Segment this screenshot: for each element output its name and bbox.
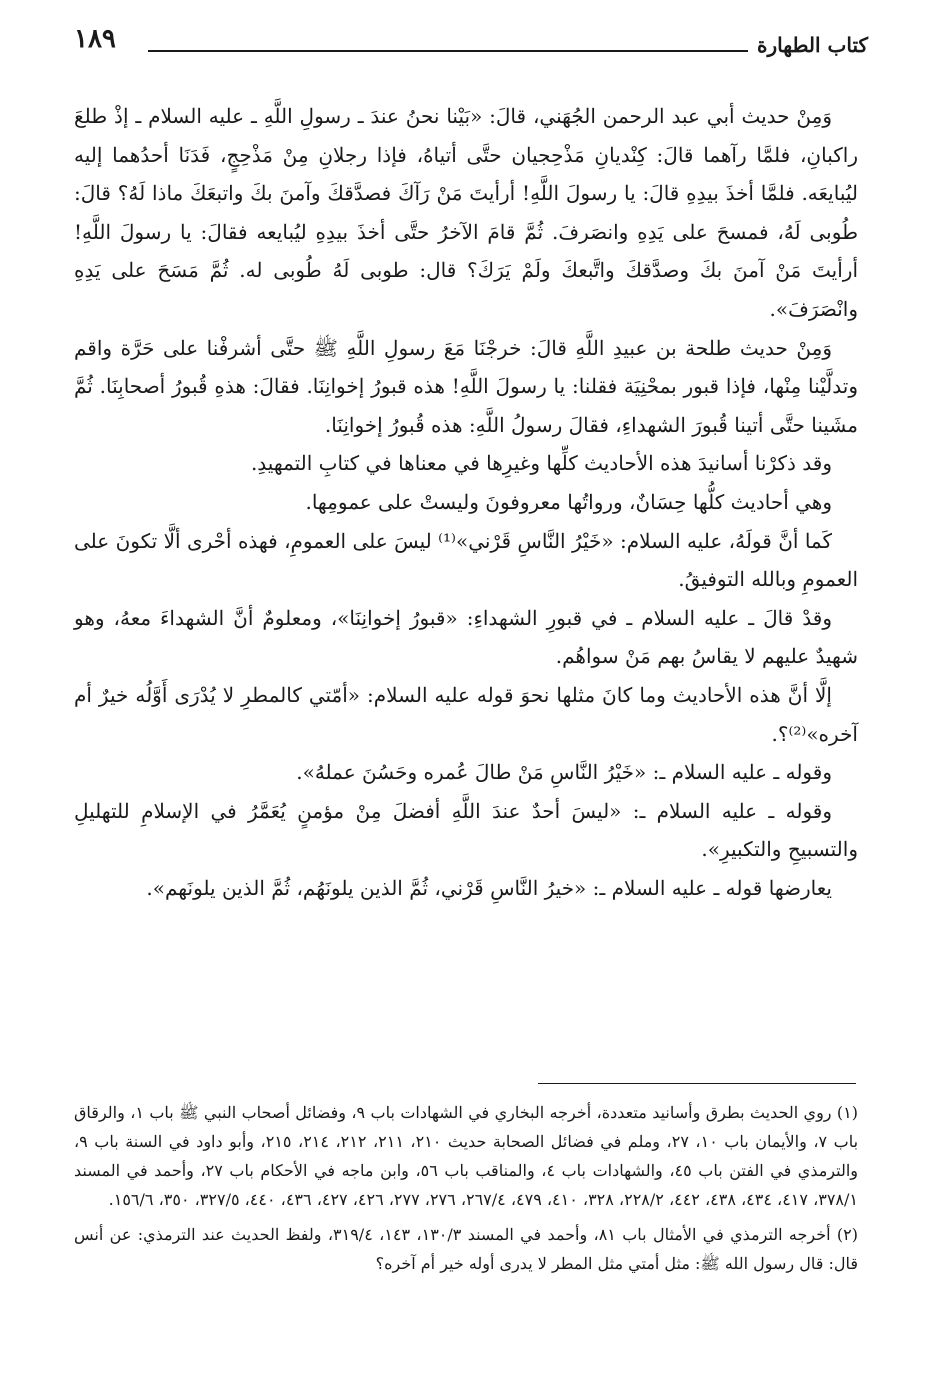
running-head-title: كتاب الطهارة <box>757 33 868 57</box>
paragraph: وقد ذكرْنا أسانيدَ هذه الأحاديث كلِّها وغيرِها في معناها في كتابِ التمهيدِ. <box>250 451 832 476</box>
paragraph: وَمِنْ حديث أبي عبد الرحمن الجُهَني، قالَ: «بَيْنا نحنُ عندَ ـ رسولِ اللَّهِ ـ عليه السلام ـ إذْ طلعَ راكبانِ، فلمَّا رآهما قالَ: كِنْديانِ مَذْحِجيان حتَّى أتياهُ، فإذا رجلانِ مِنْ مَذْحِجٍ، فَدَنَا أحدُهما إليه ليُبايعَه. فلمَّا أخذَ بيدِهِ قالَ: يا رسولَ اللَّهِ! أرأيتَ مَنْ رَآكَ فصدَّقكَ وآمنَ بكَ واتبعَكَ ماذا لَهُ؟ قالَ: طُوبى لَهُ، فمسحَ على يَدِهِ وانصَرفَ. ثُمَّ قامَ الآخرُ حتَّى أخذَ بيدِهِ ليُبايعه فقالَ: يا رسولَ اللَّهِ! أرأيتَ مَنْ آمنَ بكَ وصدَّقكَ واتَّبعكَ ولَمْ يَرَكَ؟ قال: طوبى لَهُ طُوبى له. ثُمَّ مَسَحَ على يَدِهِ وانْصَرَفَ». <box>74 104 858 321</box>
header-rule <box>148 50 748 52</box>
footnote: (٢) أخرجه الترمذي في الأمثال باب ٨١، وأحمد في المسند ١٣٠/٣، ١٤٣، ٣١٩/٤، ولفظ الحديث عند الترمذي: عن أنس قال: قال رسول الله ﷺ: مثل أمتي مثل المطر لا يدرى أوله خير أم آخره؟ <box>74 1225 858 1273</box>
paragraph: وقدْ قالَ ـ عليه السلام ـ في قبورِ الشهداءِ: «قبورُ إخوانِنَا»، ومعلومٌ أنَّ الشهداءَ معهُ، وهو شهيدٌ عليهم لا يقاسُ بهم مَنْ سواهُم. <box>74 605 858 669</box>
footnote-rule <box>538 1083 856 1084</box>
main-text <box>74 97 858 907</box>
paragraph: كَما أنَّ قولَهُ، عليه السلام: «خَيْرُ النَّاسِ قَرْني»⁽¹⁾ ليسَ على العمومِ، فهذه أحْرى ألَّا تكونَ على العمومِ وبالله التوفيقُ. <box>74 528 858 592</box>
paragraph: وقوله ـ عليه السلام ـ: «خَيْرُ النَّاسِ مَنْ طالَ عُمره وحَسُنَ عملهُ». <box>296 760 832 785</box>
paragraph: وَمِنْ حديث طلحة بن عبيدِ اللَّهِ قالَ: خرجْنَا مَعَ رسولِ اللَّهِ ﷺ حتَّى أشرفْنا على حَرَّة واقم وتدلَّيْنا مِنْها، فإذا قبور بمحْنِيَة فقلنا: يا رسولَ اللَّهِ! هذه قبورُ إخوانِنَا. فقالَ: هذهِ قُبورُ أصحابِنَا. ثُمَّ مشَينا حتَّى أتينا قُبورَ الشهداءِ، فقالَ رسولُ اللَّهِ: هذه قُبورُ إخوانِنَا. <box>74 335 858 437</box>
paragraph: يعارضها قوله ـ عليه السلام ـ: «خيرُ النَّاسِ قَرْني، ثُمَّ الذين يلونَهُم، ثُمَّ الذين يلونَهم». <box>146 875 832 900</box>
footnote: (١) روي الحديث بطرق وأسانيد متعددة، أخرجه البخاري في الشهادات باب ٩، وفضائل أصحاب النبي ﷺ باب ١، والرقاق باب ٧، والأيمان باب ١٠، ٢٧، وملم في فضائل الصحابة حديث ٢١٠، ٢١١، ٢١٢، ٢١٤، ٢١٥، وأبو داود في السنة باب ٩، والترمذي في الفتن باب ٤٥، والشهادات باب ٤، والمناقب باب ٥٦، وابن ماجه في الأحكام باب ٢٧، وأحمد في المسند ٣٧٨/١، ٤١٧، ٤٣٤، ٤٣٨، ٤٤٢، ٢٢٨/٢، ٣٢٨، ٤١٠، ٤٧٩، ٢٦٧/٤، ٢٧٦، ٢٧٧، ٤٢٦، ٤٢٧، ٤٣٦، ٤٤٠، ٣٢٧/٥، ٣٥٠، ١٥٦/٦. <box>74 1103 859 1209</box>
paragraph: وهي أحاديث كلُّها حِسَانٌ، ورواتُها معروفونَ وليستْ على عمومِها. <box>305 489 832 514</box>
paragraph: إلَّا أنَّ هذه الأحاديث وما كانَ مثلها نحوَ قوله عليه السلام: «أمّتي كالمطرِ لا يُدْرَى أَوَّلُه خيرٌ أم آخره»⁽²⁾؟. <box>74 682 858 746</box>
footnotes <box>74 1098 858 1284</box>
paragraph: وقوله ـ عليه السلام ـ: «ليسَ أحدٌ عندَ اللَّهِ أفضلَ مِنْ مؤمنٍ يُعَمَّرُ في الإسلامِ للتهليلِ والتسبيحِ والتكبيرِ». <box>74 798 858 862</box>
page-number: ١٨٩ <box>74 24 116 54</box>
